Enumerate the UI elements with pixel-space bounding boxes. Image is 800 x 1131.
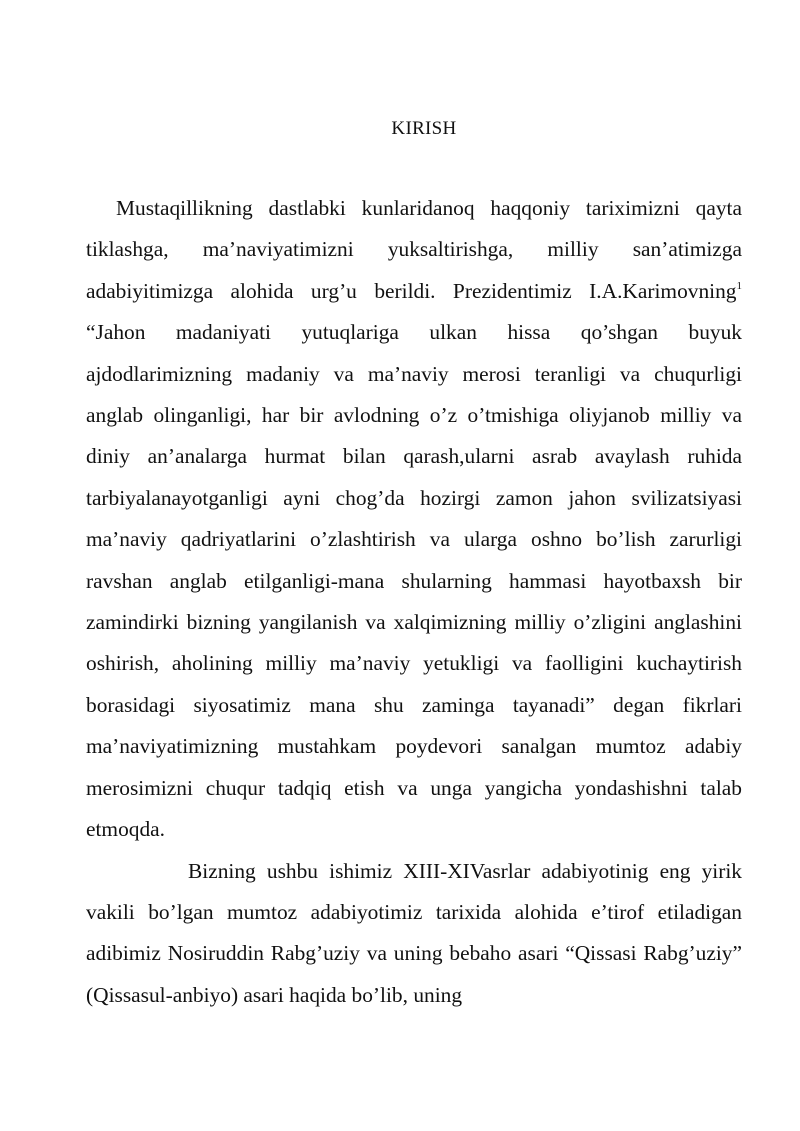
paragraph-work-description: Bizning ushbu ishimiz XIII-XIVasrlar adabiyotinig eng yirik vakili bo’lgan mumtoz adabiyotimiz tarixida alohida e’tirof etiladigan adibimiz Nosiruddin Rabg’uziy va uning bebaho asari “Qissasi Rabg’uziy” (Qissasul-anbiyo) asari haqida bo’lib, uning [86, 858, 742, 1007]
paragraph-intro-quote: “Jahon madaniyati yutuqlariga ulkan hissa qo’shgan buyuk ajdodlarimizning madaniy va ma’naviy merosi teranligi va chuqurligi anglab olinganligi, har bir avlodning o’z o’tmishiga oliyjanob milliy va diniy an’analarga hurmat bilan qarash,ularni asrab avaylash ruhida tarbiyalanayotganligi ayni chog’da hozirgi zamon jahon svilizatsiyasi ma’naviy qadriyatlarini o’zlashtirish va ularga oshno bo’lish zarurligi ravshan anglab etilganligi-mana shularning hammasi hayotbaxsh bir zamindirki bizning yangilanish va xalqimizning milliy o’zligini anglashini oshirish, aholining milliy ma’naviy yetukligi va faolligini kuchaytirish borasidagi siyosatimiz mana shu zaminga tayanadi” degan fikrlari ma’naviyatimizning mustahkam poydevori sanalgan mumtoz adabiy merosimizni chuqur tadqiq etish va unga yangicha yondashishni talab etmoqda. [86, 320, 742, 842]
paragraph-intro-text: Mustaqillikning dastlabki kunlaridanoq haqqoniy tariximizni qayta tiklashga, ma’naviyatimizni yuksaltirishga, milliy san’atimizga adabiyitimizga alohida urg’u berildi. Prezidentimiz I.A.Karimovning [86, 196, 742, 303]
page-title: KIRISH [391, 118, 457, 139]
paragraph-intro [86, 188, 742, 851]
footnote-reference[interactable]: 1 [736, 279, 742, 292]
body-text [86, 188, 742, 1016]
